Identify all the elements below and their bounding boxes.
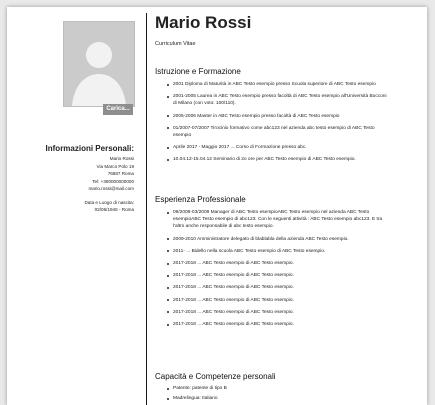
personal-name: Mario Rossi (109, 156, 134, 161)
skills-title: Capacità e Competenze personali (155, 372, 276, 381)
list-item: 2009-2010 Amministratore delegato di blablabla della azienda ABC Testo esempio. (173, 236, 387, 243)
list-item: 2017-2018 ... ABC Testo esempio di ABC Testo esempio. (173, 321, 387, 328)
education-title: Istruzione e Formazione (155, 67, 241, 76)
list-item: 09/2008-03/2009 Manager di ABC Testo esempioABC Testo esempio nel azienda ABC Testo esempioABC Testo esempio di abc123. Con le seguenti attività : ABC Testo esempio abc123. E tra l'altro anche responsabile di abc testo esempio. (173, 209, 387, 231)
list-item: 2005-2006 Master in ABC Testo esempio presso facoltà di ABC Testo esempio (173, 113, 387, 120)
experience-list (155, 209, 387, 328)
list-item: 2017-2018 ... ABC Testo esempio di ABC Testo esempio. (173, 284, 387, 291)
cv-subtitle: Curriculum Vitae (155, 41, 196, 47)
list-item: 2001-2005 Laurea in ABC Testo esempio presso facoltà di ABC Testo esempio all'Università Bocconi di Milano (con voto: 100/110). (173, 94, 387, 107)
list-item: Aprile 2017 - Maggio 2017 ... Corso di Formazione presso abc. (173, 144, 387, 151)
personal-info-block (14, 155, 134, 214)
list-item: Patente: patente di tipo B (173, 385, 387, 392)
list-item: 2017-2018 ... ABC Testo esempio di ABC Testo esempio. (173, 309, 387, 316)
list-item: 2017-2018 ... ABC Testo esempio di ABC Testo esempio. (173, 260, 387, 267)
cv-page (7, 7, 427, 405)
birth-label: Data e Luogo di nascita: (84, 199, 134, 205)
personal-phone: Tel: +390000000000 (92, 178, 134, 184)
list-item: 2017-2018 ... ABC Testo esempio di ABC Testo esempio. (173, 297, 387, 304)
list-item: 01/2007-07/2007 Tirocinio formativo come abc123 nel azienda abc testo esempio di ABC Testo esempio (173, 125, 387, 139)
education-list (155, 81, 387, 164)
upload-photo-button[interactable]: Carica... (103, 104, 133, 115)
list-item: 10.04.12-15.04.12 Seminario di 2o ore per ABC Testo esempio di ABC Testo esempio. (173, 156, 387, 163)
list-item: 2017-2018 ... ABC Testo esempio di ABC Testo esempio. (173, 272, 387, 279)
list-item: Madrelingua: Italiano (173, 395, 387, 402)
profile-photo-placeholder (63, 21, 135, 107)
personal-email: mario.rossi@mail.com (88, 186, 134, 191)
column-divider (146, 13, 147, 405)
cv-name: Mario Rossi (155, 13, 252, 32)
personal-address: Via Marco Polo 19 (96, 163, 134, 169)
list-item: 2011- ... Bidello nella scuola ABC Testo esempio di ABC Testo esempio. (173, 248, 387, 255)
personal-info-title: Informazioni Personali: (45, 144, 134, 153)
personal-city: 76887 Roma (107, 171, 134, 176)
experience-title: Esperienza Professionale (155, 195, 246, 204)
list-item: 2001 Diploma di Maturità in ABC Testo esempio presso Scuola superiore di ABC Testo esempio (173, 81, 387, 88)
birth-value: 02/06/1946 - Roma (94, 207, 134, 212)
left-column (7, 7, 147, 405)
skills-list (155, 385, 387, 402)
avatar-silhouette-icon (64, 22, 134, 106)
